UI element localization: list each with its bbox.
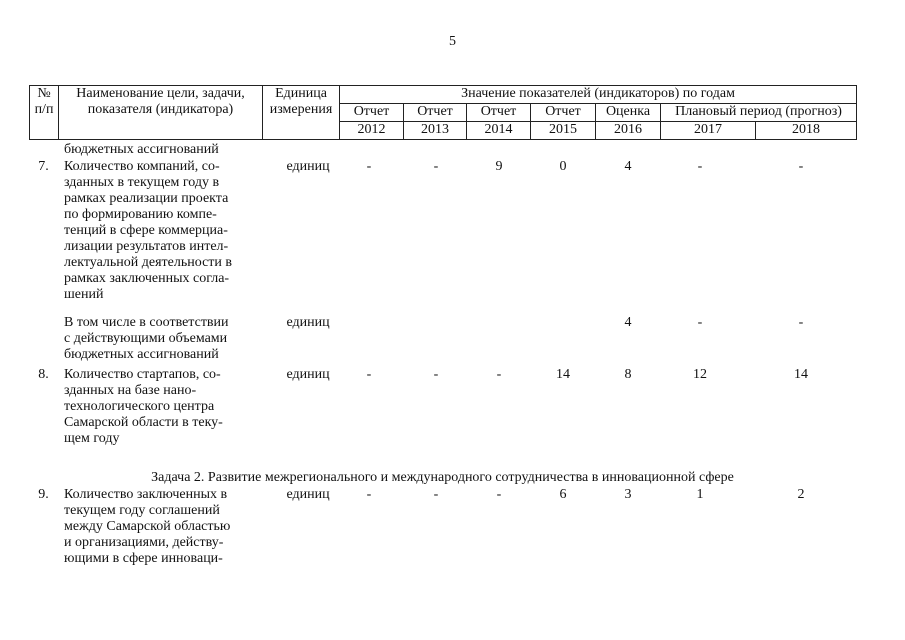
row-value: 14 bbox=[794, 367, 808, 382]
header-num: № п/п bbox=[30, 86, 59, 140]
row-unit: единиц bbox=[286, 315, 330, 330]
header-values-title: Значение показателей (индикаторов) по годам bbox=[340, 86, 857, 104]
row-value: 0 bbox=[559, 159, 567, 174]
row-unit: единиц bbox=[286, 367, 330, 382]
row-value: 3 bbox=[624, 487, 632, 502]
header-year: 2015 bbox=[531, 122, 596, 140]
row-num: 9. bbox=[38, 487, 49, 502]
row-value: - bbox=[496, 487, 502, 502]
task-heading: Задача 2. Развитие межрегионального и международного сотрудничества в инновационной сфере bbox=[151, 470, 734, 485]
row-value: - bbox=[496, 367, 502, 382]
row-value: - bbox=[697, 159, 703, 174]
row-value: 8 bbox=[624, 367, 632, 382]
header-col: Отчет bbox=[404, 104, 467, 122]
row-value: - bbox=[433, 487, 439, 502]
header-year: 2018 bbox=[756, 122, 857, 140]
header-year: 2016 bbox=[596, 122, 661, 140]
row-value: - bbox=[433, 367, 439, 382]
row-value: - bbox=[798, 159, 804, 174]
row-value: 4 bbox=[624, 315, 632, 330]
row-value: - bbox=[366, 367, 372, 382]
row-value: 4 bbox=[624, 159, 632, 174]
header-col: Оценка bbox=[596, 104, 661, 122]
row-name: Количество стартапов, со- зданных на базе нано- технологического центра Самарской области в теку- щем году bbox=[64, 367, 223, 446]
row-unit: единиц bbox=[286, 159, 330, 174]
header-col: Отчет bbox=[531, 104, 596, 122]
row-value: 9 bbox=[495, 159, 503, 174]
header-year: 2017 bbox=[661, 122, 756, 140]
row-name: В том числе в соответствии с действующими объемами бюджетных ассигнований bbox=[64, 315, 229, 362]
row-value: 14 bbox=[556, 367, 570, 382]
row-unit: единиц bbox=[286, 487, 330, 502]
row-name: бюджетных ассигнований bbox=[64, 142, 219, 157]
row-value: - bbox=[798, 315, 804, 330]
header-year: 2014 bbox=[467, 122, 531, 140]
row-value: 1 bbox=[696, 487, 704, 502]
row-name: Количество заключенных в текущем году соглашений между Самарской областью и организациями, действу- ющими в сфере инноваци- bbox=[64, 487, 231, 566]
row-value: 12 bbox=[693, 367, 707, 382]
row-value: - bbox=[433, 159, 439, 174]
row-name: Количество компаний, со- зданных в текущем году в рамках реализации проекта по формированию компе- тенций в сфере коммерциа- лизации результатов интел- лектуальной деятельности в рамках заключенных согла- шений bbox=[64, 159, 233, 302]
header-year: 2012 bbox=[340, 122, 404, 140]
row-value: 2 bbox=[797, 487, 805, 502]
row-value: 6 bbox=[559, 487, 567, 502]
row-value: - bbox=[697, 315, 703, 330]
header-unit: Единица измерения bbox=[263, 86, 340, 140]
row-num: 7. bbox=[38, 159, 49, 174]
table-header bbox=[29, 85, 857, 140]
page-number: 5 bbox=[449, 34, 456, 49]
row-num: 8. bbox=[38, 367, 49, 382]
header-name: Наименование цели, задачи, показателя (индикатора) bbox=[59, 86, 263, 140]
header-plan: Плановый период (прогноз) bbox=[661, 104, 857, 122]
header-col: Отчет bbox=[340, 104, 404, 122]
header-col: Отчет bbox=[467, 104, 531, 122]
row-value: - bbox=[366, 487, 372, 502]
header-year: 2013 bbox=[404, 122, 467, 140]
row-value: - bbox=[366, 159, 372, 174]
